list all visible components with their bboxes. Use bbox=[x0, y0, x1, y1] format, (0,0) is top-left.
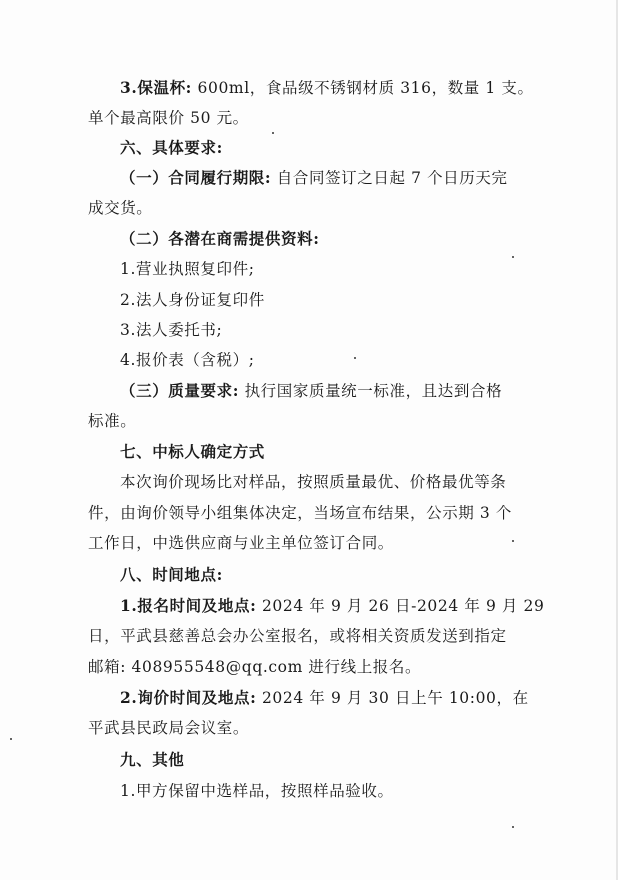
scan-speck bbox=[272, 132, 274, 134]
s9-item1: 1.甲方保留中选样品，按照样品验收。 bbox=[120, 782, 394, 800]
section8-heading: 八、时间地点: bbox=[120, 565, 223, 584]
scan-speck bbox=[512, 256, 514, 258]
s8-item1-text: 2024 年 9 月 26 日-2024 年 9 月 29 bbox=[261, 597, 545, 615]
doc-item-3: 3.法人委托书; bbox=[120, 321, 223, 339]
s8-item1-label: 1.报名时间及地点: bbox=[120, 596, 257, 615]
section9-heading: 九、其他 bbox=[120, 750, 185, 769]
cup-item-text-cont: 单个最高限价 50 元。 bbox=[88, 109, 249, 127]
req1-text: 自合同签订之日起 7 个日历天完 bbox=[276, 169, 508, 187]
cup-item-line bbox=[120, 78, 618, 98]
scan-speck bbox=[354, 357, 356, 359]
cup-item-text: 600ml，食品级不锈钢材质 316，数量 1 支。 bbox=[197, 79, 534, 97]
req3-line bbox=[120, 381, 618, 401]
section7-para-line2: 件，由询价领导小组集体决定，当场宣布结果，公示期 3 个 bbox=[88, 504, 513, 522]
scan-speck bbox=[10, 738, 12, 740]
s8-item1-text-cont: 日，平武县慈善总会办公室报名，或将相关资质发送到指定 bbox=[88, 627, 507, 645]
section7-heading: 七、中标人确定方式 bbox=[120, 442, 265, 461]
s8-item2-text-cont: 平武县民政局会议室。 bbox=[88, 719, 250, 737]
section7-para-line1: 本次询价现场比对样品，按照质量最优、价格最优等条 bbox=[120, 473, 507, 491]
scan-speck bbox=[512, 826, 514, 828]
section6-heading: 六、具体要求: bbox=[120, 138, 223, 157]
s8-item2-text: 2024 年 9 月 30 日上午 10:00，在 bbox=[261, 689, 529, 707]
req1-line bbox=[120, 168, 618, 188]
s8-item2-line bbox=[120, 688, 618, 708]
doc-item-1: 1.营业执照复印件; bbox=[120, 260, 255, 278]
doc-item-2: 2.法人身份证复印件 bbox=[120, 291, 265, 309]
doc-item-4: 4.报价表（含税）; bbox=[120, 351, 255, 369]
req3-label: （三）质量要求: bbox=[120, 381, 240, 400]
s8-item2-label: 2.询价时间及地点: bbox=[120, 688, 257, 707]
scan-speck bbox=[512, 540, 514, 542]
req3-text-cont: 标准。 bbox=[88, 412, 137, 430]
req1-label: （一）合同履行期限: bbox=[120, 168, 272, 187]
req3-text: 执行国家质量统一标准，且达到合格 bbox=[244, 382, 503, 400]
req2-heading: （二）各潜在商需提供资料: bbox=[120, 229, 320, 248]
section7-para-line3: 工作日，中选供应商与业主单位签订合同。 bbox=[88, 534, 394, 552]
cup-item-label: 3.保温杯: bbox=[120, 78, 193, 97]
s8-item1-email-line: 邮箱: 408955548@qq.com 进行线上报名。 bbox=[88, 658, 422, 676]
req1-text-cont: 成交货。 bbox=[88, 199, 153, 217]
s8-item1-line bbox=[120, 596, 618, 616]
